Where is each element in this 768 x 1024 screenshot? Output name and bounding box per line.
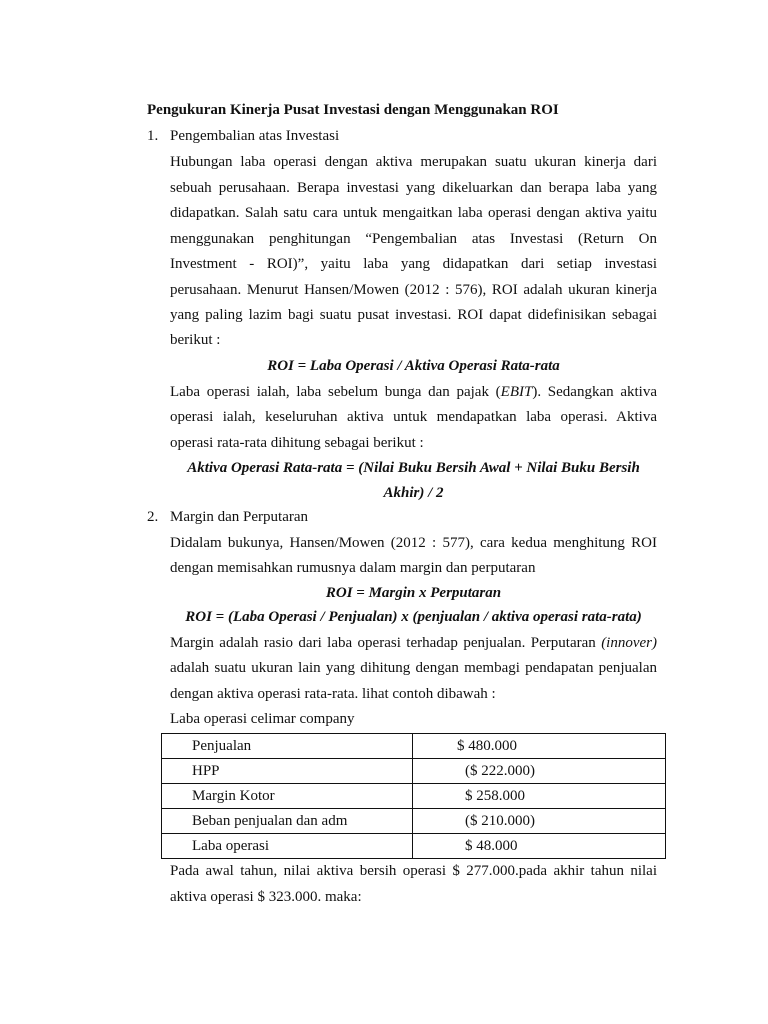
- ebit-text-before: Laba operasi ialah, laba sebelum bunga dan pajak (: [170, 384, 501, 400]
- section1-paragraph-line: yang paling lazim bagi suatu pusat investasi. ROI dapat didefinisikan sebagai: [170, 307, 657, 323]
- income-statement-table: [161, 733, 666, 859]
- innover-term: (innover): [601, 635, 657, 651]
- section2-paragraph-line: dengan memisahkan rumusnya dalam margin dan perputaran: [170, 560, 536, 576]
- section1-paragraph-line: perusahaan. Menurut Hansen/Mowen (2012 : 576), ROI adalah ukuran kinerja: [170, 282, 657, 298]
- margin-paragraph-line: [170, 635, 657, 652]
- margin-text-before: Margin adalah rasio dari laba operasi terhadap penjualan. Perputaran: [170, 635, 602, 651]
- ebit-term: EBIT: [500, 384, 533, 400]
- section1-paragraph-line: sebuah perusahaan. Berapa investasi yang dikeluarkan dan berapa laba yang: [170, 180, 657, 196]
- table-cell-label: Penjualan: [162, 734, 413, 759]
- table-cell-value: ($ 210.000): [413, 809, 666, 834]
- table-cell-value: ($ 222.000): [413, 759, 666, 784]
- section1-paragraph-line: menggunakan penghitungan “Pengembalian atas Investasi (Return On: [170, 231, 657, 247]
- section1-paragraph-line: operasi ialah, keseluruhan aktiva untuk mendapatkan laba operasi. Aktiva: [170, 409, 657, 425]
- table-cell-label: Laba operasi: [162, 834, 413, 859]
- table-row: [162, 784, 666, 809]
- table-cell-value: $ 258.000: [413, 784, 666, 809]
- roi-expanded-formula: ROI = (Laba Operasi / Penjualan) x (penjualan / aktiva operasi rata-rata): [185, 609, 642, 625]
- section2-title: Margin dan Perputaran: [170, 509, 309, 525]
- table-row: [162, 734, 666, 759]
- ebit-paragraph-line: [170, 384, 657, 401]
- table-row: [162, 759, 666, 784]
- section1-paragraph-line: Investment - ROI)”, yaitu laba yang didapatkan dari setiap investasi: [170, 256, 657, 272]
- ebit-text-after: ). Sedangkan aktiva: [532, 384, 657, 400]
- roi-formula: ROI = Laba Operasi / Aktiva Operasi Rata-rata: [267, 358, 560, 374]
- section2-paragraph-line: adalah suatu ukuran lain yang dihitung dengan membagi pendapatan penjualan: [170, 660, 657, 676]
- section2-number: 2.: [147, 509, 159, 525]
- table-row: [162, 809, 666, 834]
- document-heading: Pengukuran Kinerja Pusat Investasi dengan Menggunakan ROI: [147, 102, 559, 118]
- table-cell-label: HPP: [162, 759, 413, 784]
- table-cell-label: Margin Kotor: [162, 784, 413, 809]
- section2-paragraph-line: Didalam bukunya, Hansen/Mowen (2012 : 577), cara kedua menghitung ROI: [170, 535, 657, 551]
- table-cell-value: $ 480.000: [413, 734, 666, 759]
- section1-title: Pengembalian atas Investasi: [170, 128, 340, 144]
- aktiva-formula-line2: Akhir) / 2: [383, 485, 444, 501]
- table-caption: Laba operasi celimar company: [170, 711, 355, 727]
- table-cell-label: Beban penjualan dan adm: [162, 809, 413, 834]
- table-cell-value: $ 48.000: [413, 834, 666, 859]
- section1-paragraph-line: didapatkan. Salah satu cara untuk mengaitkan laba operasi dengan aktiva yaitu: [170, 205, 657, 221]
- aktiva-formula-line1: Aktiva Operasi Rata-rata = (Nilai Buku Bersih Awal + Nilai Buku Bersih: [187, 460, 640, 476]
- section2-paragraph-line: dengan aktiva operasi rata-rata. lihat contoh dibawah :: [170, 686, 496, 702]
- section1-paragraph-line: operasi rata-rata dihitung sebagai berikut :: [170, 435, 424, 451]
- roi-margin-formula: ROI = Margin x Perputaran: [325, 585, 502, 601]
- table-row: [162, 834, 666, 859]
- section1-paragraph-line: berikut :: [170, 332, 221, 348]
- closing-paragraph-line: Pada awal tahun, nilai aktiva bersih operasi $ 277.000.pada akhir tahun nilai: [170, 863, 657, 879]
- section1-paragraph-line: Hubungan laba operasi dengan aktiva merupakan suatu ukuran kinerja dari: [170, 154, 657, 170]
- section1-number: 1.: [147, 128, 159, 144]
- closing-paragraph-line: aktiva operasi $ 323.000. maka:: [170, 889, 362, 905]
